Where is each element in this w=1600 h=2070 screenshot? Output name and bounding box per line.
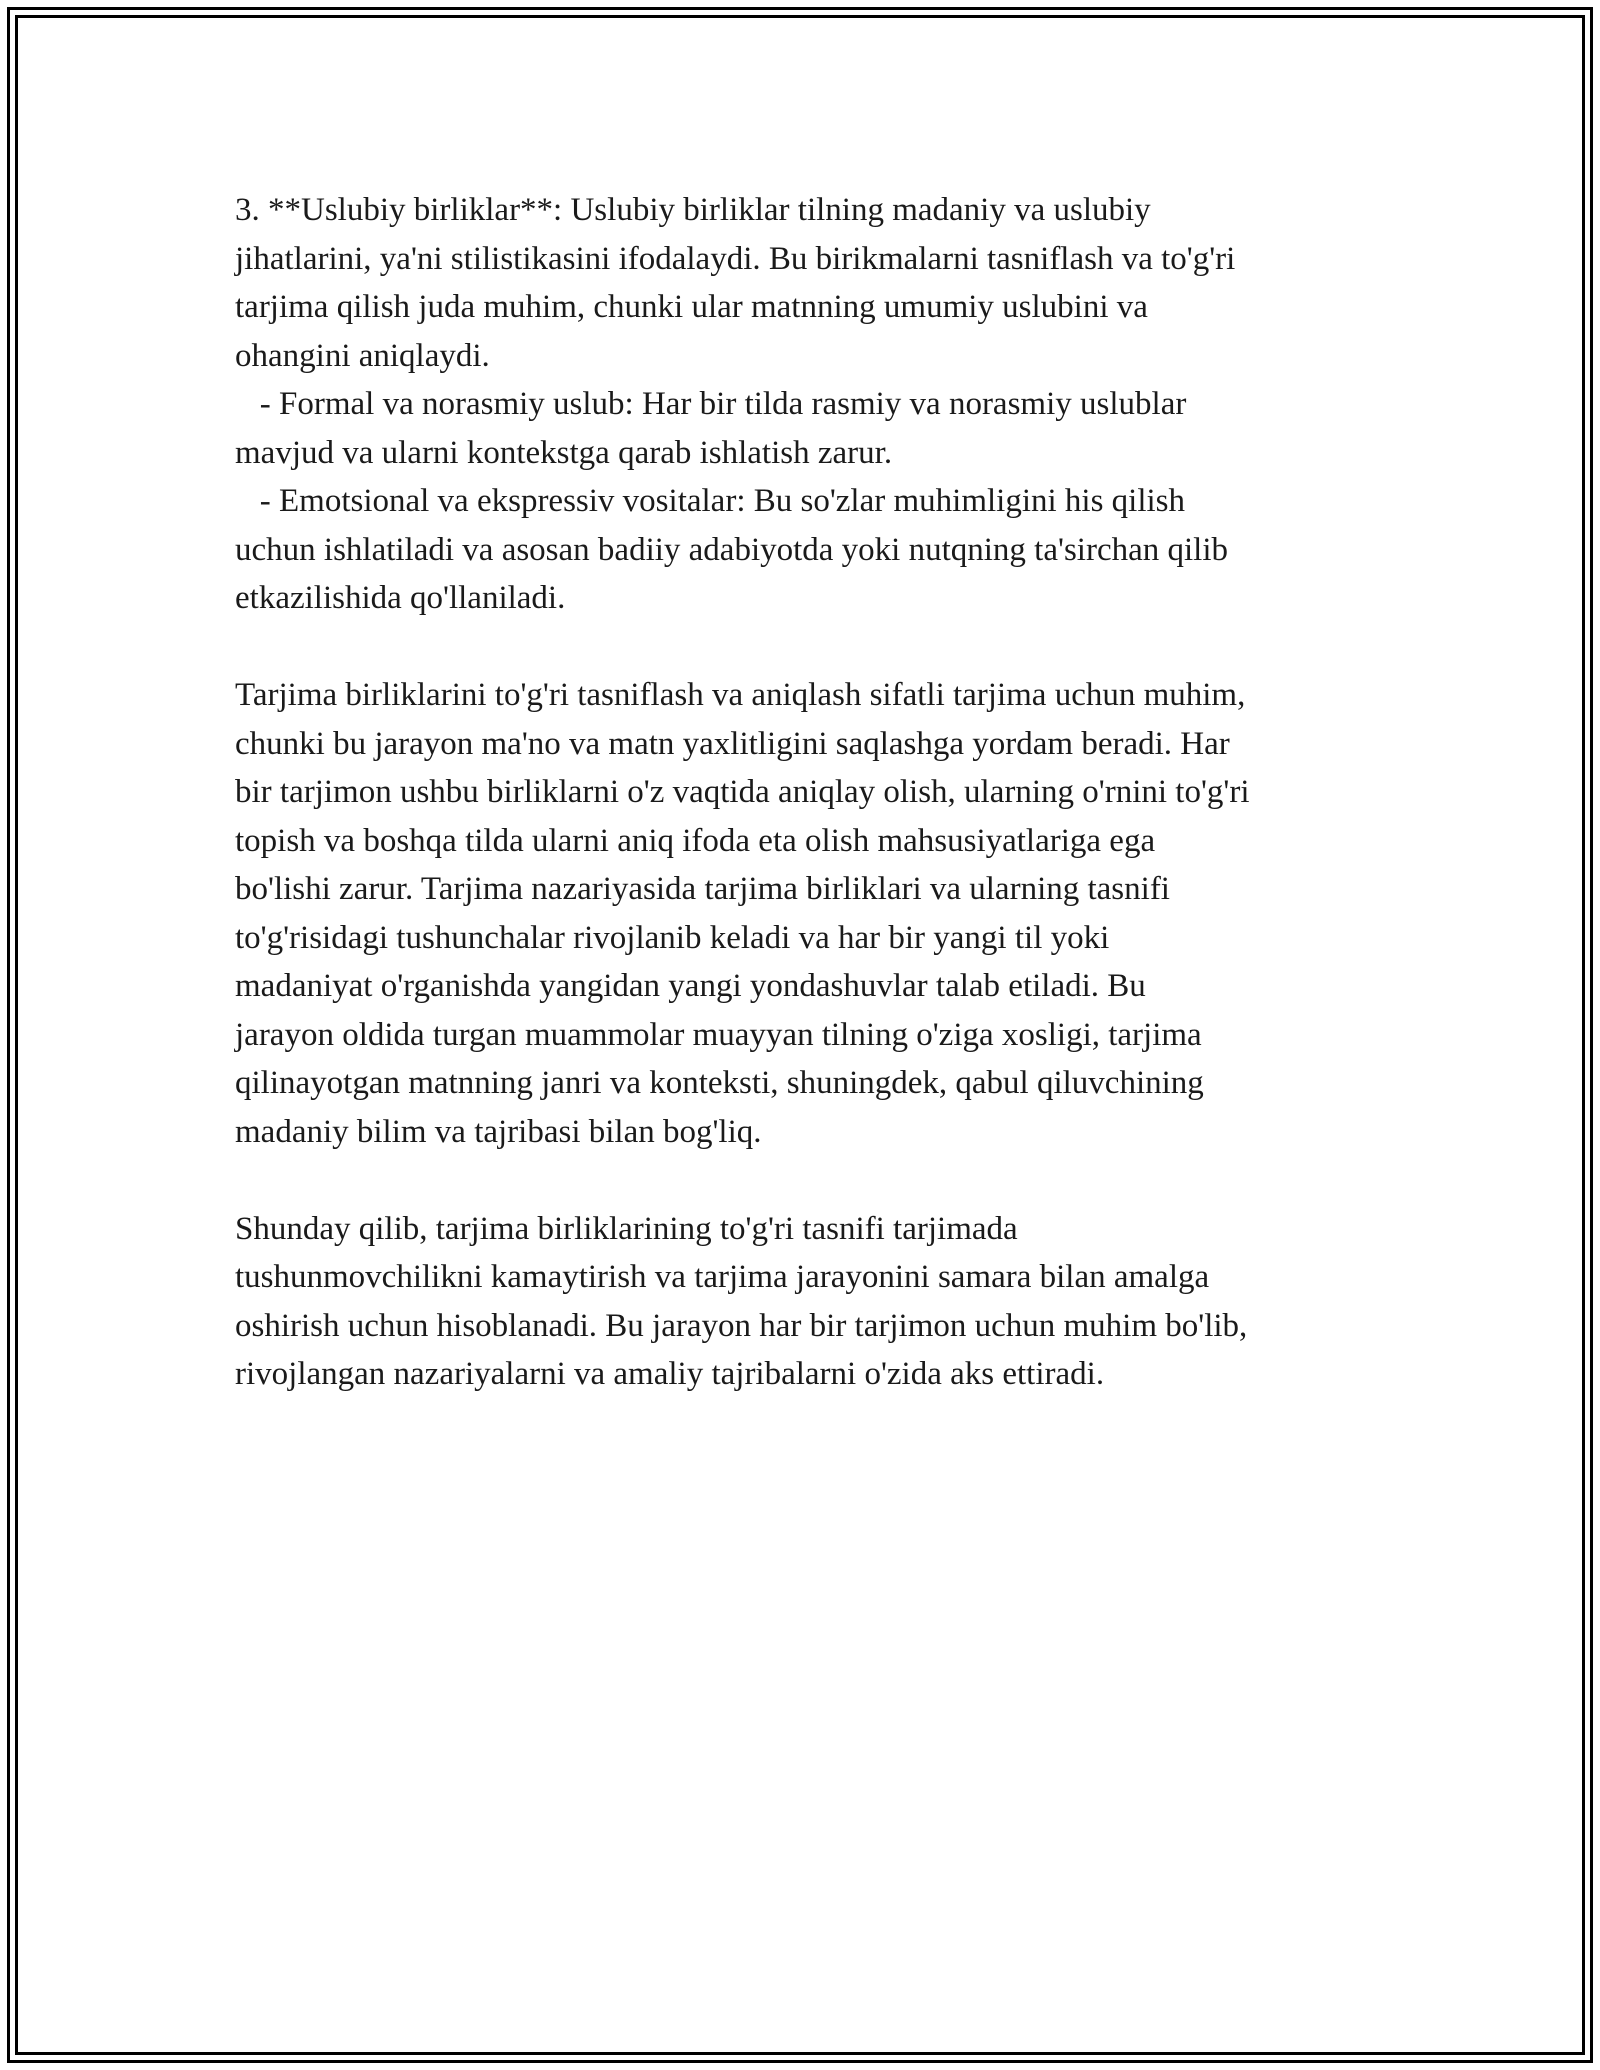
text-line: bir tarjimon ushbu birliklarni o'z vaqtida aniqlay olish, ularning o'rnini to'g'ri bbox=[235, 774, 1250, 810]
paragraph-spacer bbox=[235, 1156, 1385, 1205]
text-line: qilinayotgan matnning janri va konteksti, shuningdek, qabul qiluvchining bbox=[235, 1065, 1204, 1101]
text-line: madaniy bilim va tajribasi bilan bog'liq. bbox=[235, 1113, 762, 1150]
text-line: jihatlarini, ya'ni stilistikasini ifodalaydi. Bu birikmalarni tasniflash va to'g'ri bbox=[235, 240, 1236, 277]
text-line: Shunday qilib, tarjima birliklarining to'g'ri tasnifi tarjimada bbox=[235, 1210, 1018, 1247]
text-line: tushunmovchilikni kamaytirish va tarjima jarayonini samara bilan amalga bbox=[235, 1259, 1210, 1295]
text-line: - Formal va norasmiy uslub: Har bir tilda rasmiy va norasmiy uslublar bbox=[235, 386, 1187, 422]
text-line: chunki bu jarayon ma'no va matn yaxlitligini saqlashga yordam beradi. Har bbox=[235, 725, 1230, 762]
paragraph-classification bbox=[235, 671, 1385, 1156]
text-line: etkazilishida qo'llaniladi. bbox=[235, 580, 566, 616]
text-line: - Emotsional va ekspressiv vositalar: Bu so'zlar muhimligini his qilish bbox=[235, 483, 1186, 519]
text-line: madaniyat o'rganishda yangidan yangi yondashuvlar talab etiladi. Bu bbox=[235, 968, 1146, 1004]
text-line: oshirish uchun hisoblanadi. Bu jarayon har bir tarjimon uchun muhim bo'lib, bbox=[235, 1307, 1248, 1344]
text-line: tarjima qilish juda muhim, chunki ular matnning umumiy uslubini va bbox=[235, 289, 1148, 325]
text-line: Tarjima birliklarini to'g'ri tasniflash va aniqlash sifatli tarjima uchun muhim, bbox=[235, 677, 1246, 713]
text-line: bo'lishi zarur. Tarjima nazariyasida tarjima birliklari va ularning tasnifi bbox=[235, 871, 1170, 907]
text-line: to'g'risidagi tushunchalar rivojlanib keladi va har bir yangi til yoki bbox=[235, 919, 1110, 956]
text-line: topish va boshqa tilda ularni aniq ifoda eta olish mahsusiyatlariga ega bbox=[235, 822, 1156, 859]
paragraph-stylistic-units bbox=[235, 186, 1385, 623]
text-line: mavjud va ularni kontekstga qarab ishlatish zarur. bbox=[235, 434, 893, 471]
text-line: rivojlangan nazariyalarni va amaliy tajribalarni o'zida aks ettiradi. bbox=[235, 1356, 1105, 1392]
text-line: jarayon oldida turgan muammolar muayyan tilning o'ziga xosligi, tarjima bbox=[235, 1016, 1202, 1053]
text-line: uchun ishlatiladi va asosan badiiy adabiyotda yoki nutqning ta'sirchan qilib bbox=[235, 531, 1228, 568]
paragraph-spacer bbox=[235, 623, 1385, 672]
text-line: ohangini aniqlaydi. bbox=[235, 337, 490, 374]
text-line: 3. **Uslubiy birliklar**: Uslubiy birliklar tilning madaniy va uslubiy bbox=[235, 192, 1151, 228]
document-body bbox=[235, 186, 1385, 1399]
paragraph-conclusion bbox=[235, 1205, 1385, 1399]
